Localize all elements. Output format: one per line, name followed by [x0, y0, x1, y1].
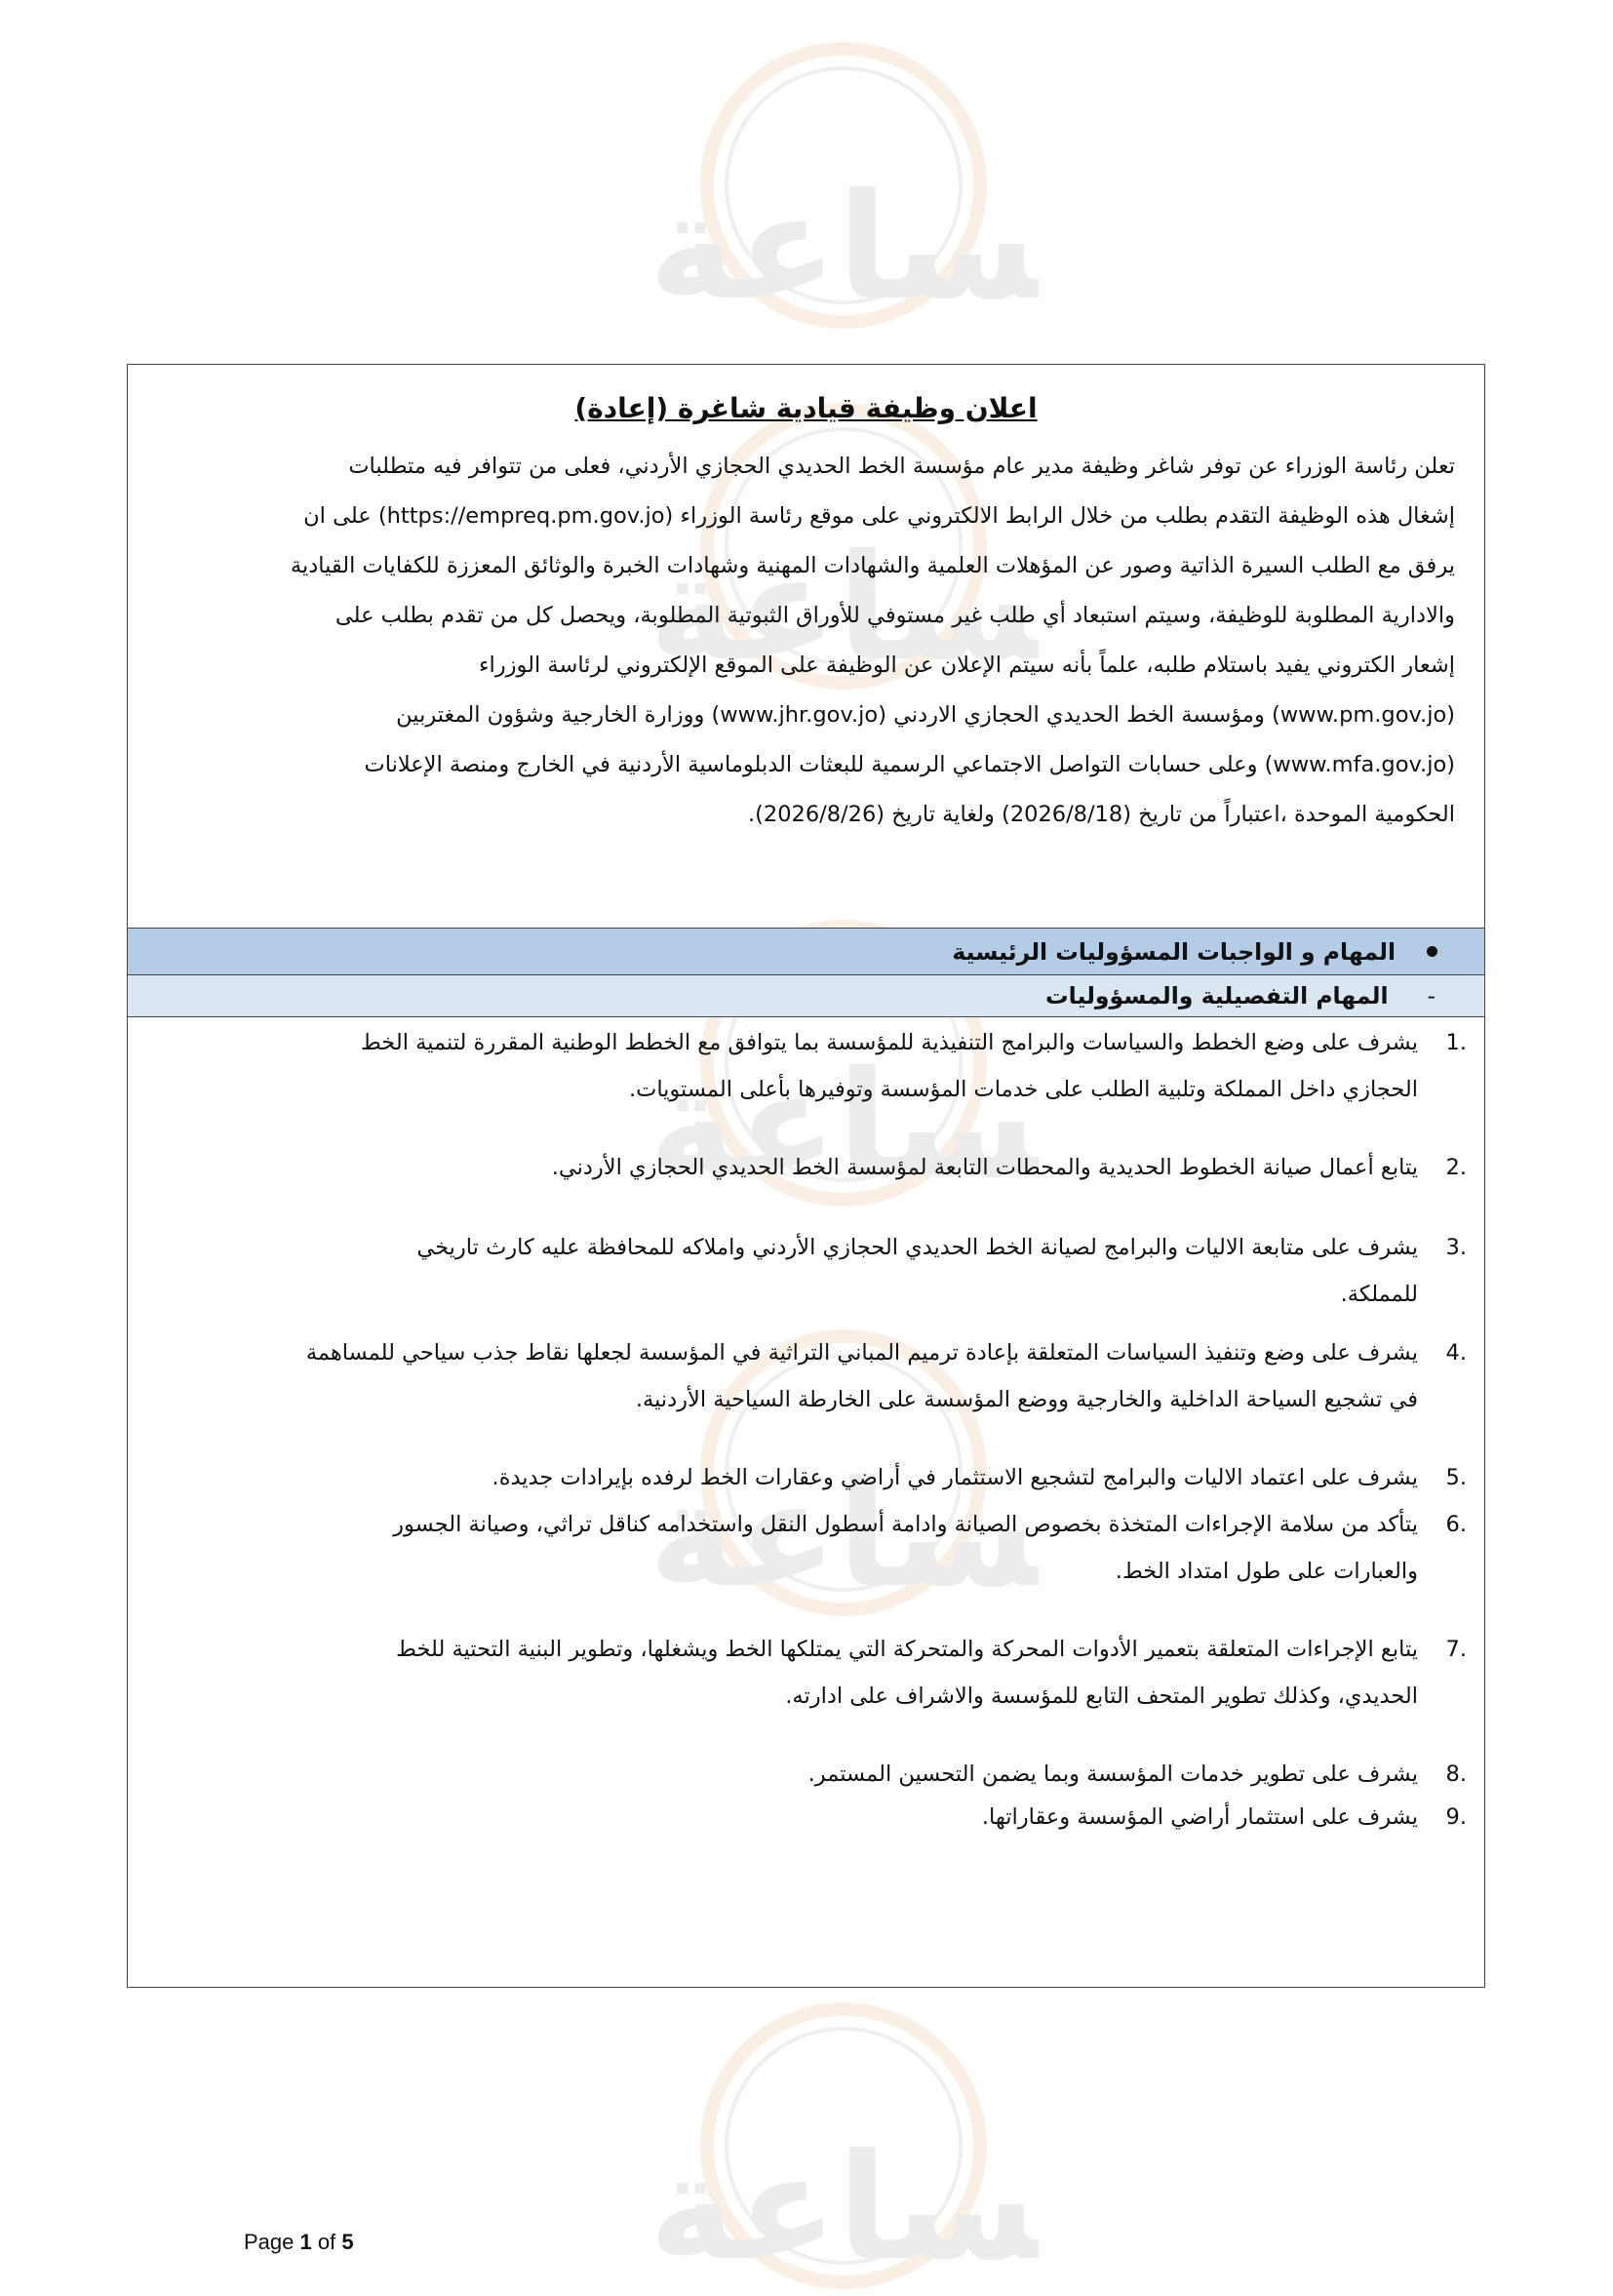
detailed-duties-heading	[128, 974, 1484, 1017]
svg-text:الساعة: ساعة	[649, 1450, 1039, 1619]
duty-number: 9.	[1445, 1804, 1467, 1830]
footer-total-pages: 5	[341, 2230, 354, 2254]
footer-mid: of	[311, 2230, 342, 2254]
svg-text:الساعة: ساعة	[649, 524, 1039, 693]
dash-marker: -	[1427, 982, 1436, 1009]
duty-number: 6.	[1445, 1512, 1467, 1537]
duty-item	[178, 1224, 1467, 1318]
duty-item	[178, 1794, 1467, 1841]
duty-line: يشرف على وضع وتنفيذ السياسات المتعلقة بإعادة ترميم المباني التراثية في المؤسسة لجعلها نقاط جذب سياحي للمساهمة	[305, 1340, 1418, 1366]
svg-text:الساعة: ساعة	[649, 163, 1039, 332]
paragraph-line: الحكومية الموحدة ،اعتباراً من تاريخ (2026/8/18) ولغاية تاريخ (2026/8/26).	[747, 802, 1455, 827]
main-duties-heading-text: المهام و الواجبات المسؤوليات الرئيسية	[952, 937, 1396, 966]
footer-prefix: Page	[244, 2230, 300, 2254]
paragraph-line: (www.pm.gov.jo) ومؤسسة الخط الحديدي الحجازي الاردني (www.jhr.gov.jo) ووزارة الخارجية وشؤون المغتربين	[396, 702, 1455, 728]
duty-item	[178, 1751, 1467, 1798]
duty-line: الحجازي داخل المملكة وتلبية الطلب على خدمات المؤسسة وتوفيرها بأعلى المستويات.	[628, 1077, 1418, 1102]
duty-number: 5.	[1445, 1465, 1467, 1490]
announcement-paragraph	[157, 442, 1455, 840]
duty-line: يتابع الإجراءات المتعلقة بتعمير الأدوات المحركة والمتحركة التي يمتلكها الخط ويشغلها، وتطوير البنية التحتية للخط	[396, 1637, 1418, 1662]
duty-line: يشرف على اعتماد الاليات والبرامج لتشجيع الاستثمار في أراضي وعقارات الخط لرفده بإيرادات جديدة.	[492, 1465, 1418, 1490]
announcement-title: اعلان وظيفة قيادية شاغرة (إعادة)	[574, 392, 1038, 424]
announcement-frame	[127, 364, 1485, 1988]
duty-number: 3.	[1445, 1235, 1467, 1260]
duty-line: يشرف على تطوير خدمات المؤسسة وبما يضمن التحسين المستمر.	[807, 1762, 1418, 1787]
paragraph-line: يرفق مع الطلب السيرة الذاتية وصور عن المؤهلات العلمية والشهادات المهنية وشهادات الخبرة والوثائق المعززة للكفايات القيادية	[290, 553, 1455, 578]
svg-text:الساعة: ساعة	[649, 2123, 1039, 2292]
paragraph-line: إشعار الكتروني يفيد باستلام طلبه، علماً بأنه سيتم الإعلان عن الوظيفة على الموقع الإلكتروني لرئاسة الوزراء	[478, 653, 1455, 678]
paragraph-line: والادارية المطلوبة للوظيفة، وسيتم استبعاد أي طلب غير مستوفي للأوراق الثبوتية المطلوبة، ويحصل كل من تقدم بطلب على	[334, 603, 1455, 628]
paragraph-line: تعلن رئاسة الوزراء عن توفر شاغر وظيفة مدير عام مؤسسة الخط الحديدي الحجازي الأردني، فعلى من تتوافر فيه متطلبات	[348, 454, 1455, 479]
duty-line: الحديدي، وكذلك تطوير المتحف التابع للمؤسسة والاشراف على ادارته.	[785, 1683, 1418, 1709]
duties-list	[128, 1017, 1484, 1841]
watermark-logo	[531, 1999, 1039, 2292]
duty-line: في تشجيع السياحة الداخلية والخارجية ووضع المؤسسة على الخارطة السياحية الأردنية.	[635, 1387, 1418, 1412]
duty-item	[178, 1329, 1467, 1423]
duty-line: يشرف على متابعة الاليات والبرامج لصيانة الخط الحديدي الحجازي الأردني واملاكه للمحافظة عليه كارث تاريخي	[416, 1235, 1418, 1260]
duty-item	[178, 1454, 1467, 1501]
duty-number: 4.	[1445, 1340, 1467, 1366]
paragraph-line: إشغال هذه الوظيفة التقدم بطلب من خلال الرابط الالكتروني على موقع رئاسة الوزراء (https://empreq.pm.gov.jo) على ان	[303, 503, 1455, 529]
duty-item	[178, 1626, 1467, 1720]
duty-line: والعبارات على طول امتداد الخط.	[1115, 1559, 1418, 1584]
paragraph-line: (www.mfa.gov.jo) وعلى حسابات التواصل الاجتماعي الرسمية للبعثات الدبلوماسية الأردنية في الخارج ومنصة الإعلانات	[364, 752, 1455, 777]
bullet-icon	[1427, 946, 1437, 957]
duty-item	[178, 1144, 1467, 1191]
svg-text:الساعة: ساعة	[649, 1041, 1039, 1209]
main-duties-heading	[128, 928, 1484, 974]
duty-line: يتأكد من سلامة الإجراءات المتخذة بخصوص الصيانة وادامة أسطول النقل واستخدامه كناقل تراثي، وصيانة الجسور	[393, 1512, 1418, 1537]
duty-line: يشرف على استثمار أراضي المؤسسة وعقاراتها.	[981, 1804, 1418, 1830]
duty-number: 8.	[1445, 1762, 1467, 1787]
announcement-intro	[128, 365, 1484, 840]
duty-item	[178, 1501, 1467, 1595]
duty-line: للمملكة.	[1340, 1282, 1418, 1307]
detailed-duties-heading-text: المهام التفصيلية والمسؤوليات	[1045, 982, 1389, 1009]
duty-line: يتابع أعمال صيانة الخطوط الحديدية والمحطات التابعة لمؤسسة الخط الحديدي الحجازي الأردني.	[551, 1155, 1418, 1180]
duty-line: يشرف على وضع الخطط والسياسات والبرامج التنفيذية للمؤسسة بما يتوافق مع الخطط الوطنية المقررة لتنمية الخط	[360, 1030, 1418, 1055]
watermark-logo	[531, 39, 1039, 332]
duty-item	[178, 1019, 1467, 1113]
duty-number: 7.	[1445, 1637, 1467, 1662]
page-footer	[244, 2230, 354, 2255]
footer-current-page: 1	[299, 2230, 312, 2254]
duty-number: 1.	[1445, 1030, 1467, 1055]
duty-number: 2.	[1445, 1155, 1467, 1180]
